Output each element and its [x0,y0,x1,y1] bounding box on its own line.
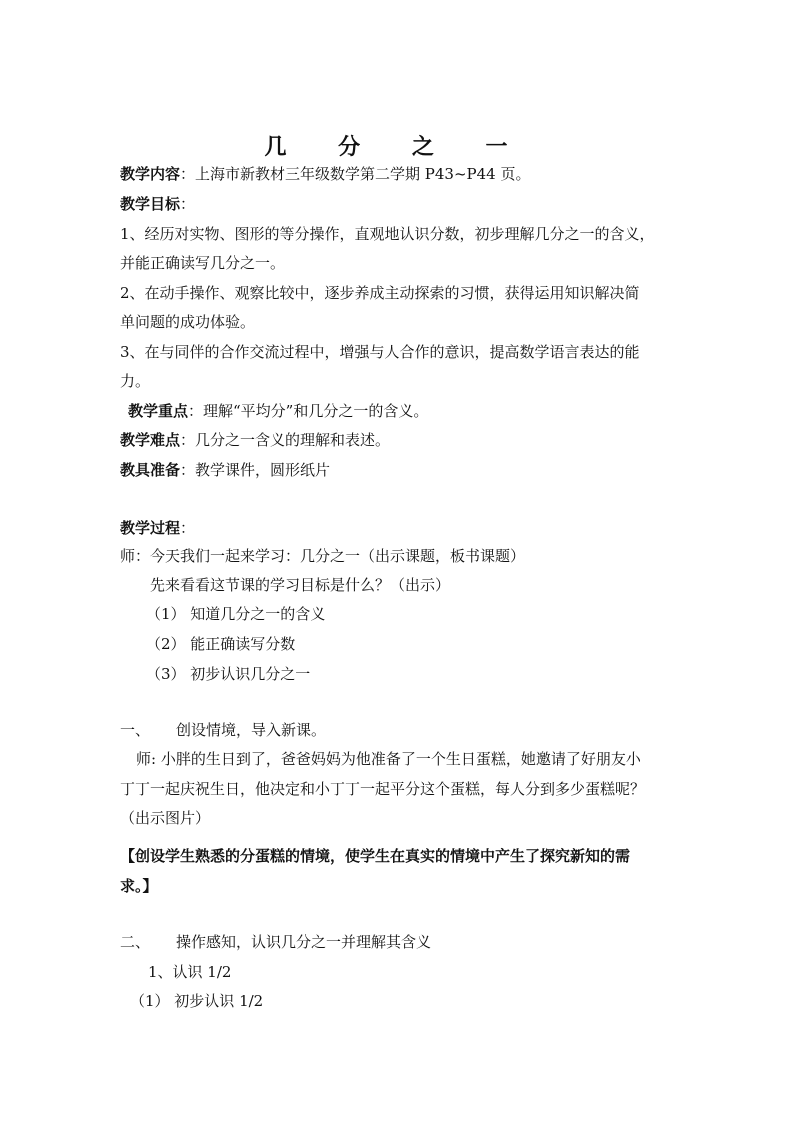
process-colon: ： [180,519,196,537]
goal-2-line-1: 2、在动手操作、观察比较中，逐步养成主动探索的习惯，获得运用知识解决简 [120,284,640,302]
goal-1-line-1: 1、经历对实物、图形的等分操作，直观地认识分数，初步理解几分之一的含义， [120,225,655,243]
section-2-heading: 操作感知，认识几分之一并理解其含义 [176,933,432,951]
section-2-num: 二、 [120,933,151,951]
objective-2: （2） 能正确读写分数 [146,635,296,653]
teaching-focus [128,401,688,421]
section-1-num: 一、 [120,721,151,739]
teaching-prep-text: ：教学课件，圆形纸片 [180,461,331,479]
section-1-note-line-2: 求。】 [120,877,158,895]
teaching-difficulty-text: ：几分之一含义的理解和表述。 [180,431,391,449]
process-label: 教学过程 [120,519,181,537]
teaching-prep-label: 教具准备 [120,461,181,479]
objective-3: （3） 初步认识几分之一 [146,665,311,683]
goal-3-line-2: 力。 [120,372,151,390]
teaching-content-label: 教学内容 [120,165,181,183]
teaching-difficulty [120,430,680,450]
teaching-content [120,164,680,184]
section-1-note-line-1: 【创设学生熟悉的分蛋糕的情境，使学生在真实的情境中产生了探究新知的需 [120,847,631,865]
section-1-para-line-2: 丁丁一起庆祝生日，他决定和小丁丁一起平分这个蛋糕，每人分到多少蛋糕呢？ [120,780,646,798]
page-title: 几 分 之 一 [264,134,530,160]
section-2-sub-1: 1、认识 1/2 [148,963,232,981]
section-1-heading: 创设情境，导入新课。 [176,721,327,739]
process-heading [120,518,680,538]
goals-label: 教学目标 [120,195,181,213]
goal-2-line-2: 单问题的成功体验。 [120,313,256,331]
teaching-focus-text: ：理解“平均分”和几分之一的含义。 [188,402,429,420]
teaching-focus-label: 教学重点 [128,402,189,420]
teaching-content-text: ：上海市新教材三年级数学第二学期 P43~P44 页。 [180,165,531,183]
section-2-sub-1a: （1） 初步认识 1/2 [130,992,264,1010]
teaching-difficulty-label: 教学难点 [120,431,181,449]
goal-3-line-1: 3、在与同伴的合作交流过程中，增强与人合作的意识，提高数学语言表达的能 [120,343,640,361]
process-look: 先来看看这节课的学习目标是什么？（出示） [150,576,451,594]
section-1-para-line-3: （出示图片） [120,809,211,827]
objective-1: （1） 知道几分之一的含义 [146,605,326,623]
goals-colon: ： [180,195,196,213]
teaching-prep [120,460,680,480]
section-1-para-line-1: 师: 小胖的生日到了，爸爸妈妈为他准备了一个生日蛋糕，她邀请了好朋友小 [136,750,641,768]
process-intro: 师：今天我们一起来学习：几分之一（出示课题，板书课题） [120,547,526,565]
goals-heading [120,194,680,214]
goal-1-line-2: 并能正确读写几分之一。 [120,254,286,272]
